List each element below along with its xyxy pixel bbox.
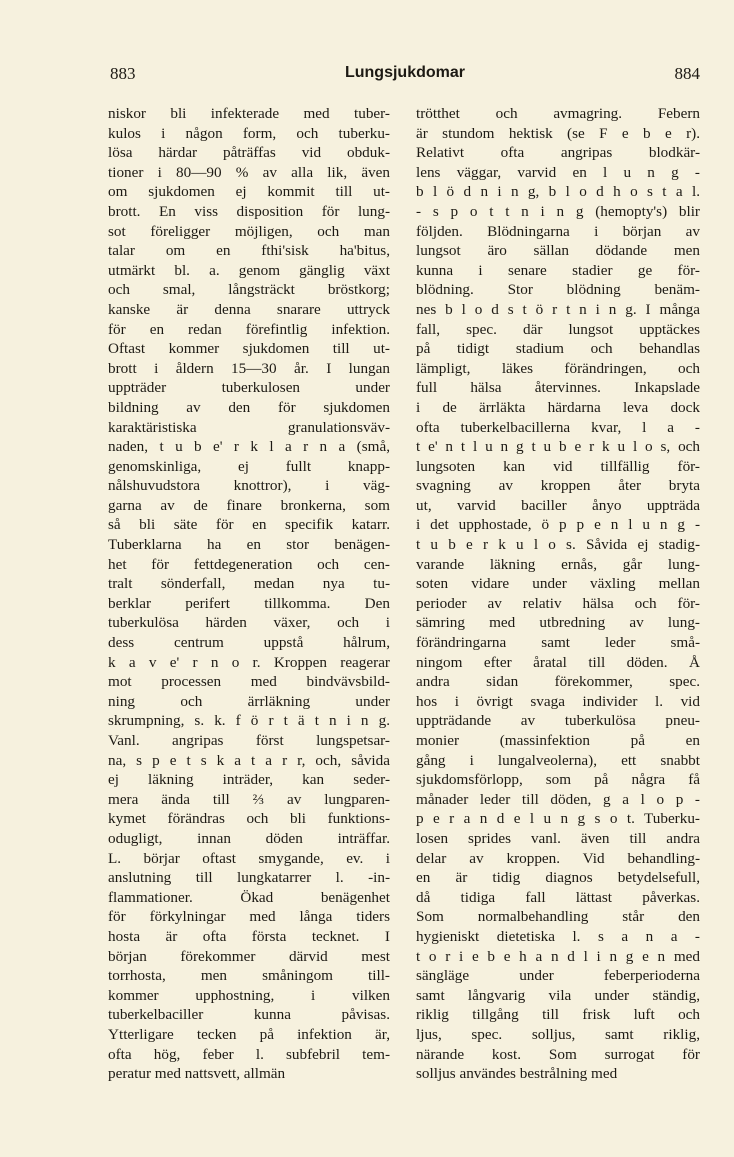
text-line: brott i åldern 15—30 år. I lungan: [108, 359, 390, 377]
text-line: trötthet och avmagring. Febern: [416, 105, 700, 122]
text-line: t o r i e b e h a n d l i n g e n med: [416, 947, 700, 965]
text-line: utmärkt bl. a. genom gänglig växt: [108, 261, 390, 279]
text-line: andra sidan förekommer, spec.: [416, 673, 700, 691]
text-line: början förekommer därvid mest: [108, 947, 390, 965]
text-line: då tidiga fall lättast påverkas.: [416, 888, 700, 906]
text-line: närande kost. Som surrogat för: [416, 1045, 700, 1063]
text-line: sämring med utbredning av lung-: [416, 614, 700, 632]
text-line: b l ö d n i n g, b l o d h o s t a l.: [416, 183, 700, 201]
text-line: solljus användes bestrålning med: [416, 1065, 618, 1083]
text-line: - s p o t t n i n g (hemopty's) blir: [416, 202, 700, 220]
text-line: sot föreligger möjligen, och man: [108, 222, 390, 240]
text-line: k a v e' r n o r. Kroppen reagerar: [108, 653, 390, 671]
text-line: ofta hög, feber l. subfebril tem-: [108, 1045, 390, 1063]
text-line: odugligt, innan döden inträffar.: [108, 829, 390, 847]
text-line: är stundom hektisk (se F e b e r).: [416, 124, 700, 142]
text-line: perioder av relativ hälsa och för-: [416, 594, 700, 612]
text-line: följden. Blödningarna i början av: [416, 222, 700, 240]
text-line: lösa härdar påträffas vid obduk-: [108, 144, 390, 162]
text-line: ej läkning inträder, kan seder-: [108, 771, 390, 789]
text-line: svagning av kroppen åter bryta: [416, 477, 700, 495]
text-line: tuberkulösa härden växer, och i: [108, 614, 390, 632]
text-line: för förkylningar med långa tiders: [108, 908, 390, 926]
text-line: t u b e r k u l o s. Såvida ej stadig-: [416, 536, 700, 554]
page-header: [110, 64, 700, 90]
text-line: på tidigt stadium och behandlas: [416, 340, 700, 358]
text-line: lämpligt, läkes förändringen, och: [416, 359, 700, 377]
text-line: sjukdomsförlopp, som på några få: [416, 771, 700, 789]
text-line: garna av de finare bronkerna, som: [108, 496, 390, 514]
text-line: Ytterligare tecken på infektion är,: [108, 1025, 390, 1043]
text-line: losen sprides vanl. även till andra: [416, 829, 700, 847]
text-line: mera ända till ⅔ av lungparen-: [108, 790, 390, 808]
text-line: mot processen med bindvävsbild-: [108, 673, 390, 691]
text-line: ut, varvid baciller ånyo uppträda: [416, 496, 700, 514]
text-line: torrhosta, men småningom till-: [108, 967, 390, 985]
text-line: Som normalbehandling står den: [416, 908, 700, 926]
text-line: blödning. Stor blödning benäm-: [416, 281, 700, 299]
text-line: ning och ärrläkning under: [108, 692, 390, 710]
text-line: lungsot äro sällan dödande men: [416, 242, 700, 260]
text-line: berklar perifert tillkomma. Den: [108, 594, 390, 612]
text-line: hosta är ofta första tecknet. I: [108, 927, 390, 945]
text-line: lungsoten kan vid tillfällig för-: [416, 457, 700, 475]
text-line: lens väggar, varvid en l u n g -: [416, 163, 700, 181]
page-number-right: 884: [674, 64, 700, 83]
text-line: Oftast kommer sjukdomen till ut-: [108, 340, 390, 358]
text-line: full hälsa återvinnes. Inkapslade: [416, 379, 700, 397]
text-line: en är tidig diagnos betydelsefull,: [416, 869, 700, 887]
text-line: i de ärrläkta härdarna leva dock: [416, 398, 700, 416]
text-line: Relativt ofta angripas blodkär-: [416, 144, 700, 162]
text-line: p e r a n d e l u n g s o t. Tuberku-: [416, 810, 700, 828]
text-line: hos i övrigt svaga individer l. vid: [416, 692, 700, 710]
text-line: månader leder till döden, g a l o p -: [416, 790, 700, 808]
text-line: monier (massinfektion på en: [416, 732, 700, 749]
text-line: Tuberklarna ha en stor benägen-: [108, 536, 390, 554]
text-line: karaktäristiska granulationsväv-: [108, 418, 390, 436]
text-line: talar om en fthi'sisk ha'bitus,: [108, 242, 390, 260]
text-line: flammationer. Ökad benägenhet: [108, 888, 390, 906]
text-line: fall, spec. där lungsot upptäckes: [416, 320, 700, 338]
text-line: soten vidare under växling mellan: [416, 575, 700, 593]
text-line: i det upphostade, ö p p e n l u n g -: [416, 516, 700, 534]
text-line: delar av kroppen. Vid behandling-: [416, 849, 700, 867]
text-line: Vanl. angripas först lungspetsar-: [108, 732, 390, 749]
page-number-left: 883: [110, 64, 136, 83]
right-column: [416, 104, 700, 1084]
text-line: kunna i senare stadier ge för-: [416, 261, 700, 279]
text-line: kulos i någon form, och tuberku-: [108, 124, 390, 142]
text-line: riklig tillgång till frisk luft och: [416, 1006, 700, 1024]
text-line: ofta tuberkelbacillerna kvar, l a -: [416, 418, 700, 436]
text-line: uppträdande av tuberkulösa pneu-: [416, 712, 700, 730]
text-line: och smal, långsträckt bröstkorg;: [108, 281, 390, 299]
text-line: om sjukdomen ej kommit till ut-: [108, 183, 390, 201]
text-line: dess centrum uppstå hålrum,: [108, 634, 390, 652]
left-column: [108, 104, 390, 1084]
text-line: hygieniskt dietetiska l. s a n a -: [416, 927, 700, 945]
text-line: peratur med nattsvett, allmän: [108, 1065, 286, 1083]
text-line: genomskinliga, ej fullt knapp-: [108, 457, 390, 475]
text-line: anslutning till lungkatarrer l. -in-: [108, 869, 390, 887]
text-line: skrumpning, s. k. f ö r t ä t n i n g.: [108, 712, 390, 730]
text-line: uppträder tuberkulosen under: [108, 379, 390, 397]
running-title: Lungsjukdomar: [344, 64, 465, 81]
text-line: så bli säte för en specifik katarr.: [108, 516, 390, 534]
text-line: brott. En viss disposition för lung-: [108, 202, 390, 220]
text-line: niskor bli infekterade med tuber-: [108, 105, 390, 122]
text-line: tralt sönderfall, medan nya tu-: [108, 575, 390, 593]
text-line: tuberkelbaciller kunna påvisas.: [108, 1006, 390, 1024]
text-line: ljus, spec. solljus, samt riklig,: [416, 1025, 700, 1043]
text-line: kommer upphostning, i vilken: [108, 986, 390, 1004]
text-line: bildning av den för sjukdomen: [108, 398, 390, 416]
text-line: het för fettdegeneration och cen-: [108, 555, 390, 573]
text-line: kanske är denna snarare uttryck: [108, 300, 390, 318]
text-line: nålshuvudstora knottror), i väg-: [108, 477, 390, 495]
text-line: na, s p e t s k a t a r r, och, såvida: [108, 751, 390, 769]
text-line: för en redan förefintlig infektion.: [108, 320, 390, 338]
text-line: naden, t u b e' r k l a r n a (små,: [108, 438, 390, 456]
text-line: varande läkning ernås, går lung-: [416, 555, 700, 573]
text-line: ningom efter åratal till döden. Å: [416, 653, 700, 671]
text-line: gång i lungalveolerna), ett snabbt: [416, 751, 700, 769]
text-line: kymet förändras och bli funktions-: [108, 810, 390, 828]
text-line: sängläge under feberperioderna: [416, 967, 700, 985]
text-line: samt långvarig vila under ständig,: [416, 986, 700, 1004]
text-line: L. börjar oftast smygande, ev. i: [108, 849, 390, 867]
text-line: nes b l o d s t ö r t n i n g. I många: [416, 300, 700, 318]
text-line: t e' n t l u n g t u b e r k u l o s, och: [416, 438, 700, 456]
text-line: tioner i 80—90 % av alla lik, även: [108, 163, 390, 181]
text-line: förändringarna samt leder små-: [416, 634, 700, 652]
